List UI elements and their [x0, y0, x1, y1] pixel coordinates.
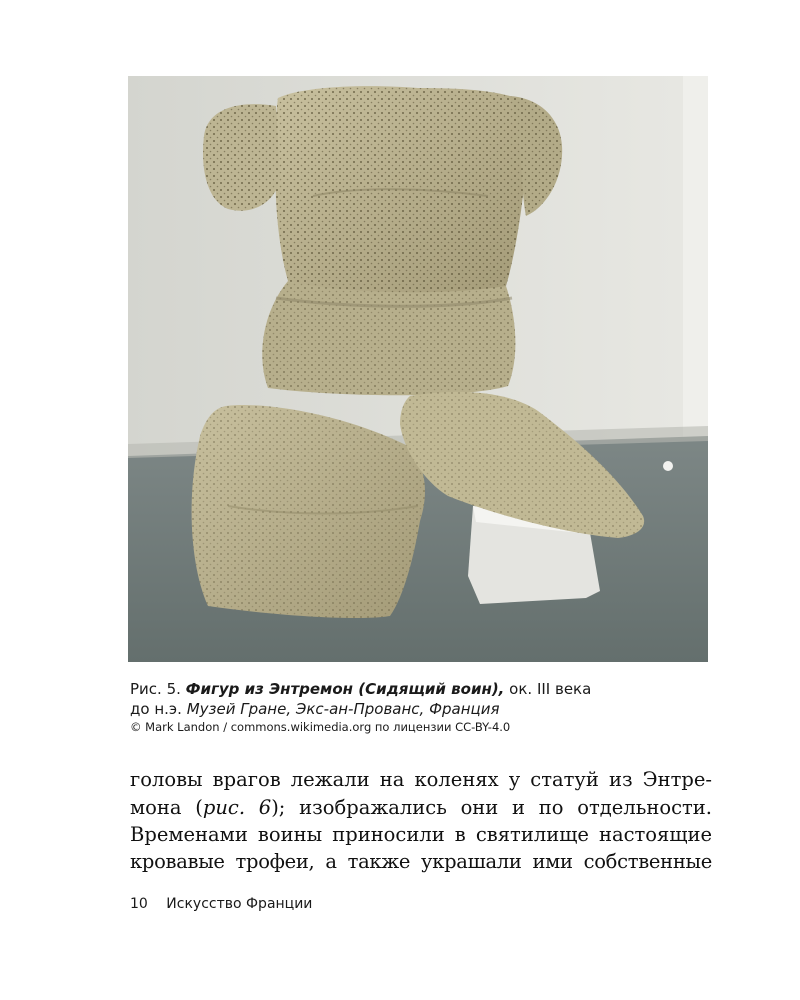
- sculpture-photo: [128, 76, 708, 662]
- caption-title: Фигур из Энтремон (Сидящий воин),: [185, 680, 505, 698]
- figure-caption-line-2: [130, 700, 710, 718]
- body-line: Временами воины приносили в святилище настоящие: [130, 823, 712, 846]
- caption-label: Рис. 5.: [130, 680, 181, 698]
- body-text-span: мона (: [130, 796, 203, 819]
- page-number: 10: [130, 896, 148, 912]
- figure-reference: рис. 6: [202, 796, 272, 819]
- body-text-span: ); изображались они и по отдельности.: [271, 796, 712, 819]
- running-title: Искусство Франции: [166, 896, 313, 912]
- page-footer: [130, 896, 312, 912]
- caption-location: Музей Гране, Экс-ан-Прованс, Франция: [186, 700, 500, 718]
- photo-credit: © Mark Landon / commons.wikimedia.org по лицензии CC-BY-4.0: [130, 720, 511, 734]
- caption-era: до н.э.: [130, 700, 182, 718]
- vertical-edge: [683, 76, 708, 456]
- body-line: [130, 796, 712, 819]
- figure-caption-line-1: [130, 680, 710, 698]
- caption-date: ок. III века: [509, 680, 592, 698]
- body-line: кровавые трофеи, а также украшали ими собственные: [130, 850, 712, 873]
- body-line: головы врагов лежали на коленях у статуй из Энтре-: [130, 768, 712, 791]
